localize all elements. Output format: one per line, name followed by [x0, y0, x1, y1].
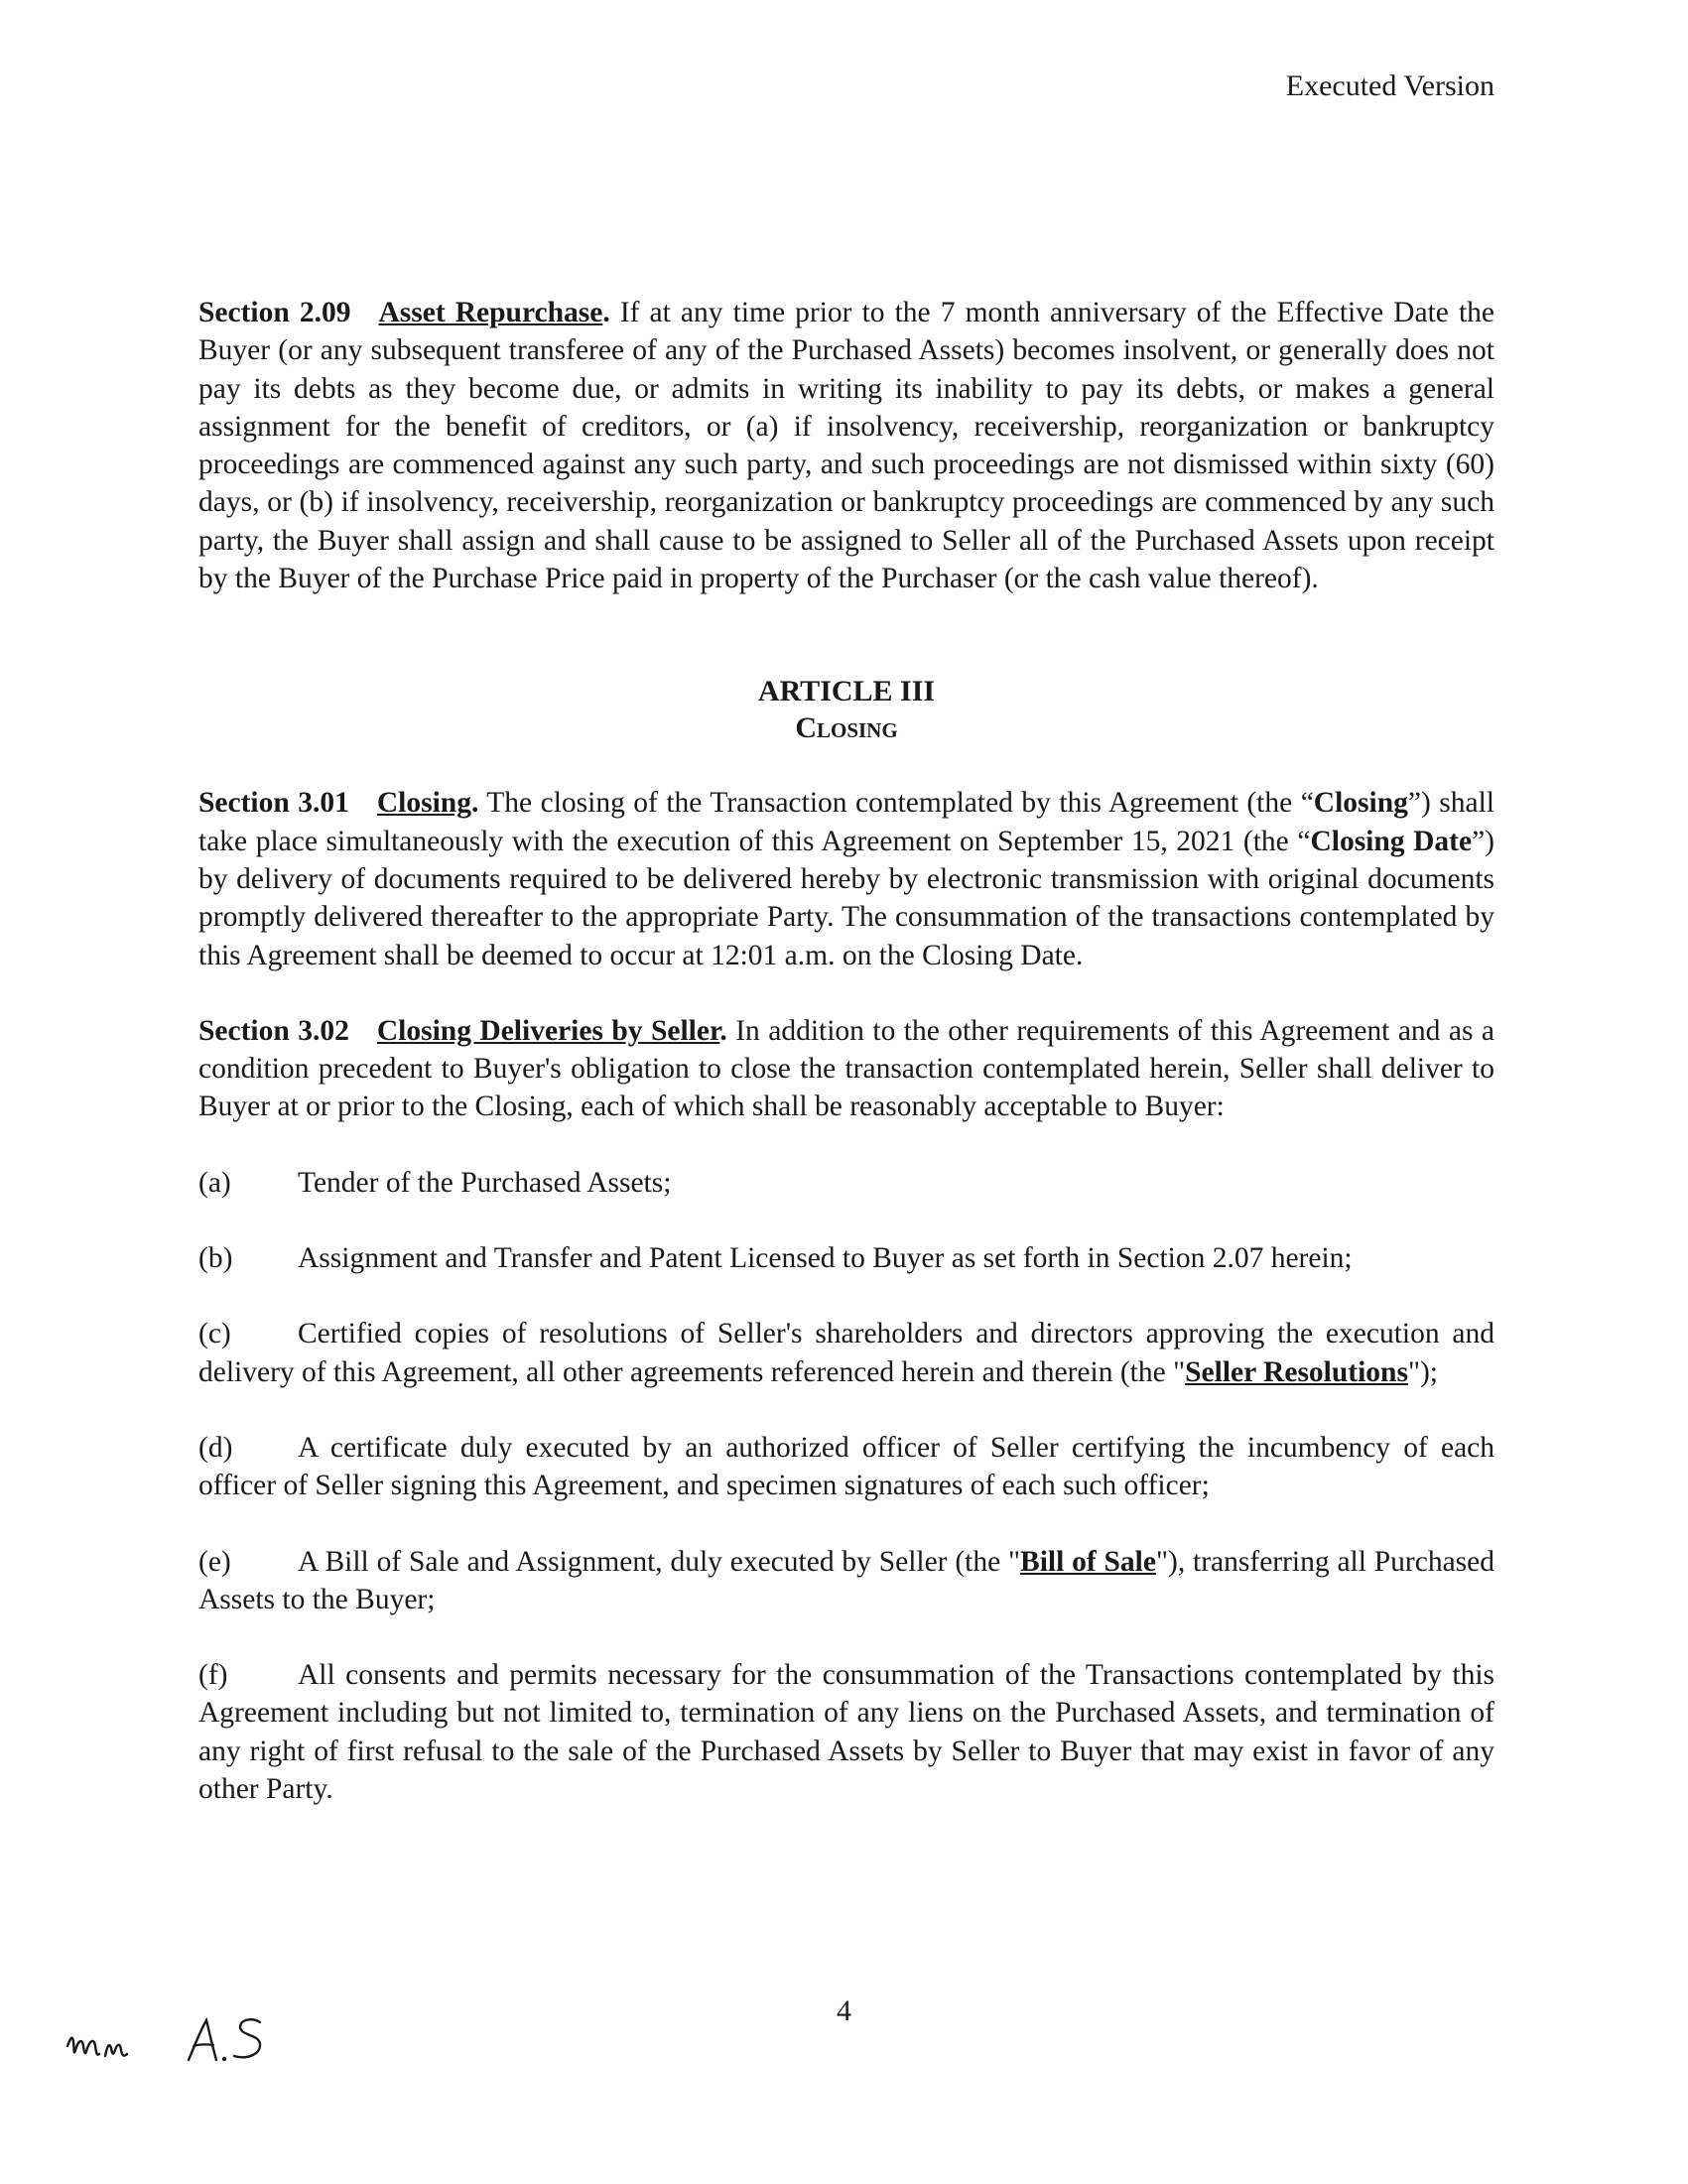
list-item — [198, 1164, 1494, 1202]
section-heading: Closing Deliveries by Seller — [376, 1014, 720, 1047]
section-number: Section 2.09 — [198, 297, 351, 328]
section-text: If at any time prior to the 7 month anniversary of the Effective Date the Buyer (or any subsequent transferee of any of the Purchased Assets) becomes insolvent, or generally does not pay its debts as they become due, or admits in writing its inability to pay its debts, or makes a general assignment for the benefit of creditors, or (a) if insolvency, receivership, reorganization or bankruptcy proceedings are commenced against any such party, and such proceedings are not dismissed within sixty (60) days, or (b) if insolvency, receivership, reorganization or bankruptcy proceedings are commenced by any such party, the Buyer shall assign and shall cause to be assigned to Seller all of the Purchased Assets upon receipt by the Buyer of the Purchase Price paid in property of the Purchaser (or the cash value thereof). — [198, 297, 1494, 595]
defined-term-bill-of-sale: Bill of Sale — [1020, 1545, 1156, 1578]
defined-term-closing-date: Closing Date — [1310, 825, 1473, 857]
document-version-header: Executed Version — [1285, 69, 1494, 102]
section-heading: Closing — [376, 787, 471, 820]
defined-term-closing: Closing — [1313, 787, 1408, 820]
section-3-01: Section 3.01 Closing. The closing of the Transaction contemplated by this Agreement (the “Closing”) shall take place simultaneously with the execution of this Agreement on September 15, 2021 (the “Closing Date”) by delivery of documents required to be delivered hereby by electronic transmission with original documents promptly delivered thereafter to the appropriate Party. The consummation of the transactions contemplated by this Agreement shall be deemed to occur at 12:01 a.m. on the Closing Date. — [198, 787, 1494, 971]
item-label: (d) — [198, 1431, 233, 1464]
section-2-09: Section 2.09 Asset Repurchase. If at any time prior to the 7 month anniversary of the Effective Date the Buyer (or any subsequent transferee of any of the Purchased Assets) becomes insolvent, or generally does not pay its debts as they become due, or admits in writing its inability to pay its debts, or makes a general assignment for the benefit of creditors, or (a) if insolvency, receivership, reorganization or bankruptcy proceedings are commenced against any such party, and such proceedings are not dismissed within sixty (60) days, or (b) if insolvency, receivership, reorganization or bankruptcy proceedings are commenced by any such party, the Buyer shall assign and shall cause to be assigned to Seller all of the Purchased Assets upon receipt by the Buyer of the Purchase Price paid in property of the Purchaser (or the cash value thereof). — [198, 297, 1494, 595]
item-label: (c) — [198, 1318, 231, 1350]
section-3-02: Section 3.02 Closing Deliveries by Seller. In addition to the other requirements of this Agreement and as a condition precedent to Buyer's obligation to close the transaction contemplated herein, Seller shall deliver to Buyer at or prior to the Closing, each of which shall be reasonably acceptable to Buyer: — [198, 1014, 1494, 1123]
article-heading — [198, 673, 1494, 746]
article-subtitle: Closing — [795, 711, 898, 745]
section-number: Section 3.02 — [198, 1014, 349, 1047]
item-text: Tender of the Purchased Assets; — [298, 1166, 672, 1199]
defined-term-seller-resolutions: Seller Resolutions — [1185, 1355, 1408, 1388]
item-text: All consents and permits necessary for the consummation of the Transactions contemplated by this Agreement including but not limited to, termination of any liens on the Purchased Assets, and termination of any right of first refusal to the sale of the Purchased Assets by Seller to Buyer that may exist in favor of any other Party. — [198, 1659, 1494, 1806]
item-label: (a) — [198, 1166, 231, 1199]
item-text: A certificate duly executed by an authorized officer of Seller certifying the incumbency of each officer of Seller signing this Agreement, and specimen signatures of each such officer; — [198, 1431, 1494, 1502]
item-text: Assignment and Transfer and Patent Licensed to Buyer as set forth in Section 2.07 herein; — [298, 1242, 1353, 1275]
item-label: (f) — [198, 1659, 228, 1692]
section-heading: Asset Repurchase — [378, 297, 603, 328]
list-item: (c) Certified copies of resolutions of Seller's shareholders and directors approving the execution and delivery of this Agreement, all other agreements referenced herein and therein (the "Seller Resolutions"); — [198, 1315, 1494, 1391]
list-item: (e) A Bill of Sale and Assignment, duly executed by Seller (the "Bill of Sale"), transferring all Purchased Assets to the Buyer; — [198, 1543, 1494, 1619]
item-label: (b) — [198, 1242, 233, 1275]
list-item — [198, 1656, 1494, 1808]
document-body — [198, 294, 1494, 1846]
section-text: In addition to the other requirements of this Agreement and as a condition precedent to Buyer's obligation to close the transaction contemplated herein, Seller shall deliver to Buyer at or prior to the Closing, each of which shall be reasonably acceptable to Buyer: — [198, 1014, 1494, 1123]
page-number: 4 — [837, 1994, 851, 2027]
list-item — [198, 1239, 1494, 1277]
article-title: ARTICLE III — [757, 675, 936, 708]
list-item — [198, 1429, 1494, 1505]
item-label: (e) — [198, 1545, 231, 1578]
section-number: Section 3.01 — [198, 787, 349, 820]
